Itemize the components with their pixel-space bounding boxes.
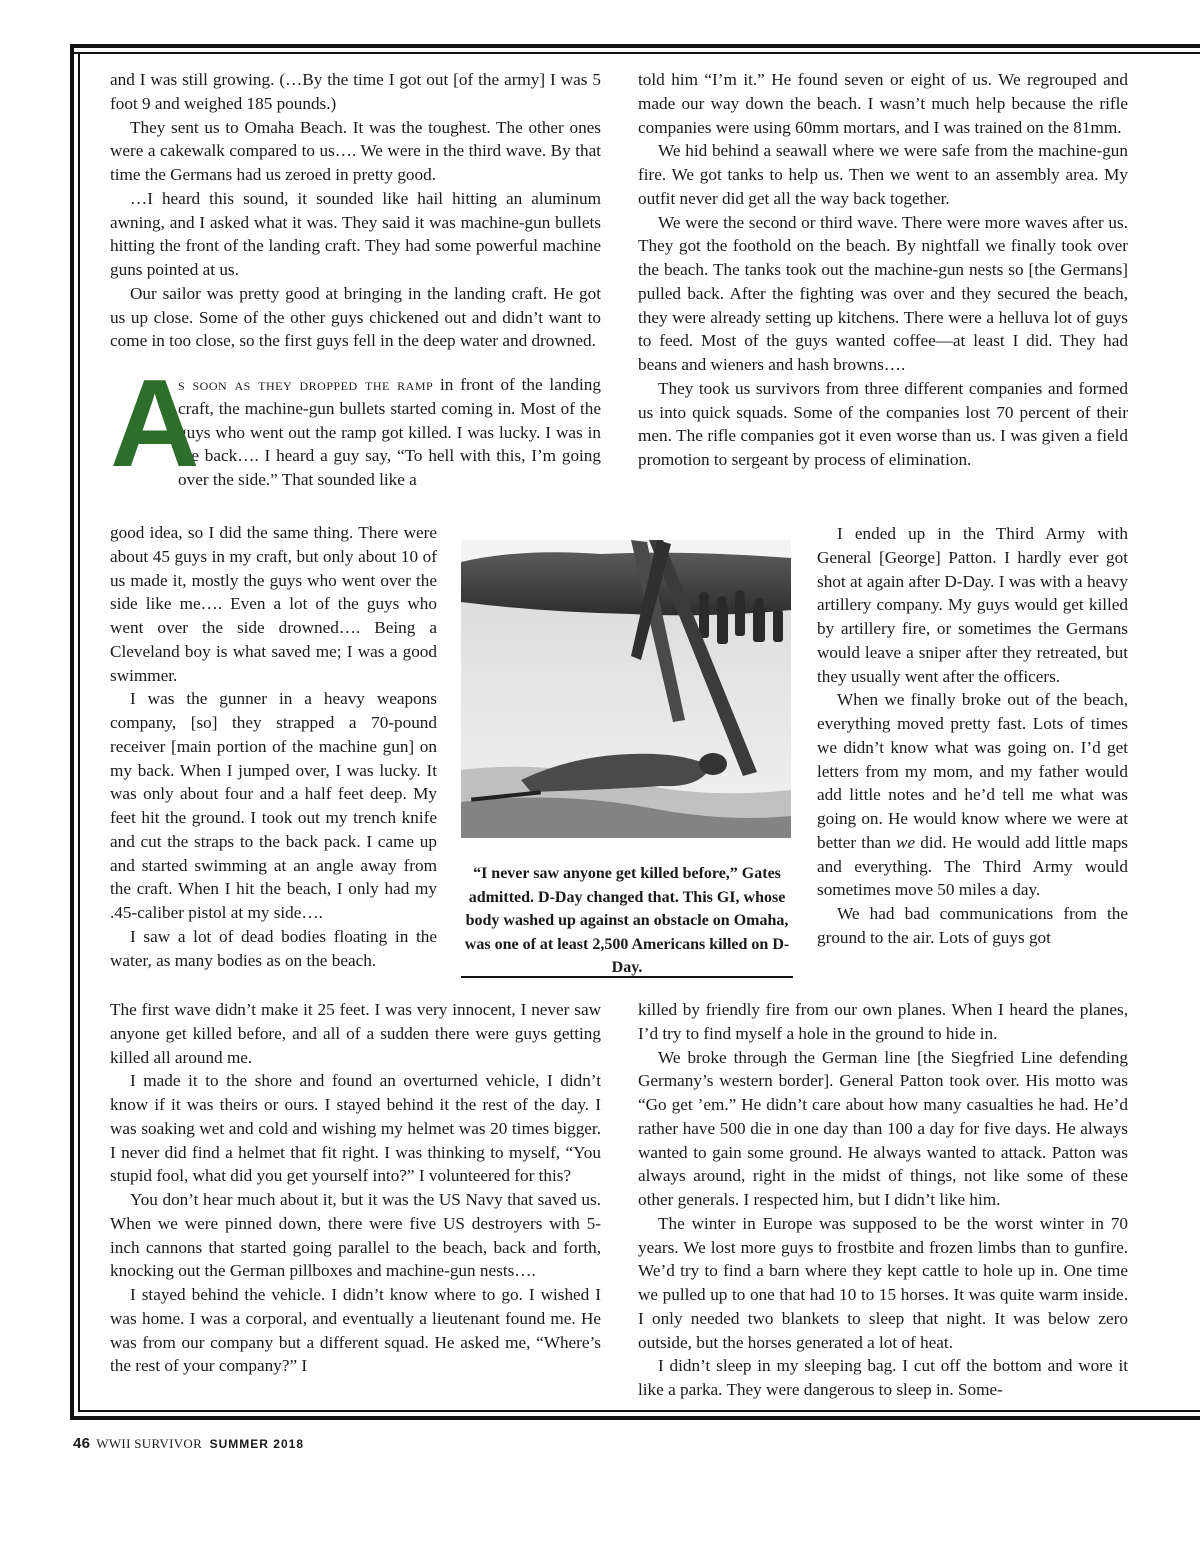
paragraph: I saw a lot of dead bodies floating in the water, as many bodies as on the beach. bbox=[110, 926, 437, 970]
dropcap-paragraph bbox=[110, 355, 601, 493]
frame-left-rule-thin bbox=[78, 52, 80, 1412]
right-column-lower bbox=[638, 998, 1128, 1402]
page-footer bbox=[73, 1435, 304, 1452]
left-column bbox=[110, 68, 601, 492]
paragraph: We broke through the German line [the Siegfried Line defending Germany’s western border]. General Patton took over. His motto was “Go get ’em.” He didn’t care about how many casualties he had. He’d rather have 500 die in one day than 100 a day for five days. He always wanted to gain some ground. He always wanted to attack. Patton was always around, right in the midst of things, not like some of these other generals. I respected him, but I didn’t like him. bbox=[638, 1047, 1128, 1209]
paragraph-text: When we finally broke out of the beach, everything moved pretty fast. Lots of times we didn’t know what was going on. I’d get letters from my mom, and my father would add little notes and he’d tell me what was going on. He would know where we were at better than bbox=[817, 690, 1128, 852]
left-column-lower bbox=[110, 998, 601, 1378]
right-column-narrow bbox=[817, 522, 1128, 950]
paragraph: The first wave didn’t make it 25 feet. I was very innocent, I never saw anyone get killed before, and all of a sudden there were guys getting killed all around me. bbox=[110, 1000, 601, 1067]
paragraph: You don’t hear much about it, but it was the US Navy that saved us. When we were pinned down, there were five US destroyers with 5-inch cannons that started going parallel to the beach, back and forth, knocking out the German pillboxes and machine-gun nests…. bbox=[110, 1190, 601, 1281]
paragraph: and I was still growing. (…By the time I got out [of the army] I was 5 foot 9 and weighed 185 pounds.) bbox=[110, 70, 601, 113]
left-column-narrow bbox=[110, 521, 437, 972]
frame-top-rule bbox=[70, 44, 1200, 48]
emphasis: we bbox=[896, 832, 916, 852]
paragraph bbox=[817, 688, 1128, 902]
paragraph: We were the second or third wave. There were more waves after us. They got the foothold on the beach. By nightfall we finally took over the beach. The tanks took out the machine-gun nests so [the Germans] pulled back. After the fighting was over and they secured the beach, they were already setting up kitchens. There were a helluva lot of guys to feed. Most of the guys wanted coffee—at least I did. They had beans and wieners and hash browns…. bbox=[638, 212, 1128, 374]
issue-label: SUMMER 2018 bbox=[209, 1437, 304, 1451]
paragraph: I made it to the shore and found an overturned vehicle, I didn’t know if it was theirs or ours. I stayed behind it the rest of the day. I was soaking wet and cold and wishing my helmet was 20 times bigger. I never did find a helmet that fit right. I was thinking to myself, “You stupid fool, what did you get yourself into?” I volunteered for this? bbox=[110, 1071, 601, 1186]
caption-rule bbox=[461, 976, 793, 978]
frame-bottom-rule bbox=[70, 1416, 1200, 1420]
page-number: 46 bbox=[73, 1435, 91, 1452]
paragraph-text: in front of the landing craft, the machine-gun bullets started coming in. Most of the guys who went out the ramp got killed. I was lucky. I was in the back…. I heard a guy say, “To hell with this, I’m going over the side.” That sounded like a bbox=[178, 375, 601, 489]
paragraph: We hid behind a seawall where we were safe from the machine-gun fire. We got tanks to help us. Then we went to an assembly area. My outfit never did get all the way back together. bbox=[638, 141, 1128, 208]
magazine-name: WWII SURVIVOR bbox=[96, 1436, 203, 1451]
paragraph: They took us survivors from three different companies and formed us into quick squads. Some of the companies lost 70 percent of their men. The rifle companies got it even worse than us. I was given a field promotion to sergeant by process of elimination. bbox=[638, 378, 1128, 469]
paragraph: I stayed behind the vehicle. I didn’t know where to go. I wished I was home. I was a corporal, and eventually a lieutenant found me. He was from our company but a different squad. He asked me, “Where’s the rest of your company?” I bbox=[110, 1285, 601, 1376]
photo-caption: “I never saw anyone get killed before,” Gates admitted. D-Day changed that. This GI, whose body washed up against an obstacle on Omaha, was one of at least 2,500 Americans killed on D-Day. bbox=[464, 865, 790, 976]
paragraph: They sent us to Omaha Beach. It was the toughest. The other ones were a cakewalk compared to us…. We were in the third wave. By that time the Germans had us zeroed in pretty good. bbox=[110, 117, 601, 184]
beach-photo bbox=[461, 540, 791, 838]
photo-block bbox=[461, 540, 793, 978]
paragraph: I didn’t sleep in my sleeping bag. I cut off the bottom and wore it like a parka. They were dangerous to sleep in. Some- bbox=[638, 1356, 1128, 1399]
drop-cap-letter: A bbox=[110, 355, 200, 493]
right-column bbox=[638, 68, 1128, 472]
paragraph: told him “I’m it.” He found seven or eight of us. We regrouped and made our way down the beach. I wasn’t much help because the rifle companies were using 60mm mortars, and I was trained on the 81mm. bbox=[638, 70, 1128, 137]
frame-top-rule-thin bbox=[70, 52, 1200, 54]
paragraph: We had bad communications from the ground to the air. Lots of guys got bbox=[817, 904, 1128, 947]
paragraph: Our sailor was pretty good at bringing in the landing craft. He got us up close. Some of the other guys chickened out and didn’t want to come in too close, so the first guys fell in the deep water and drowned. bbox=[110, 283, 601, 351]
paragraph-text: did. He would add little maps and everything. The Third Army would sometimes move 50 miles a day. bbox=[817, 832, 1128, 900]
paragraph: I was the gunner in a heavy weapons company, [so] they strapped a 70-pound receiver [main portion of the machine gun] on my back. When I jumped over, I was lucky. It was only about four and a half feet deep. My feet hit the ground. I took out my trench knife and cut the straps to the back pack. I came up and started swimming at an angle away from the craft. When I hit the beach, I only had my .45-caliber pistol at my side…. bbox=[110, 689, 437, 922]
frame-bottom-rule-thin bbox=[78, 1410, 1200, 1412]
paragraph: good idea, so I did the same thing. There were about 45 guys in my craft, but only about 10 of us made it, mostly the guys who went over the side like me…. Even a lot of the guys who went over the side drowned…. Being a Cleveland boy is what saved me; I was a good swimmer. bbox=[110, 523, 437, 685]
paragraph: I ended up in the Third Army with General [George] Patton. I hardly ever got shot at again after D-Day. I was with a heavy artillery company. My guys would get killed by artillery fire, or sometimes the Germans would leave a sniper after they retreated, but they usually went after the officers. bbox=[817, 524, 1128, 686]
beach-photo-image bbox=[461, 540, 791, 838]
frame-left-rule bbox=[70, 44, 74, 1420]
paragraph: The winter in Europe was supposed to be the worst winter in 70 years. We lost more guys to frostbite and frozen limbs than to gunfire. We’d try to find a barn where they kept cattle to hole up in. One time we pulled up to one that had 10 to 15 horses. It was quite warm inside. I only needed two blankets to sleep that night. It was below zero outside, but the horses generated a lot of heat. bbox=[638, 1213, 1128, 1352]
paragraph: …I heard this sound, it sounded like hail hitting an aluminum awning, and I asked what it was. They said it was machine-gun bullets hitting the front of the landing craft. They had some powerful machine guns pointed at us. bbox=[110, 188, 601, 279]
paragraph: killed by friendly fire from our own planes. When I heard the planes, I’d try to find myself a hole in the ground to hide in. bbox=[638, 1000, 1128, 1043]
smallcaps-lead: s soon as they dropped the ramp bbox=[178, 375, 434, 394]
